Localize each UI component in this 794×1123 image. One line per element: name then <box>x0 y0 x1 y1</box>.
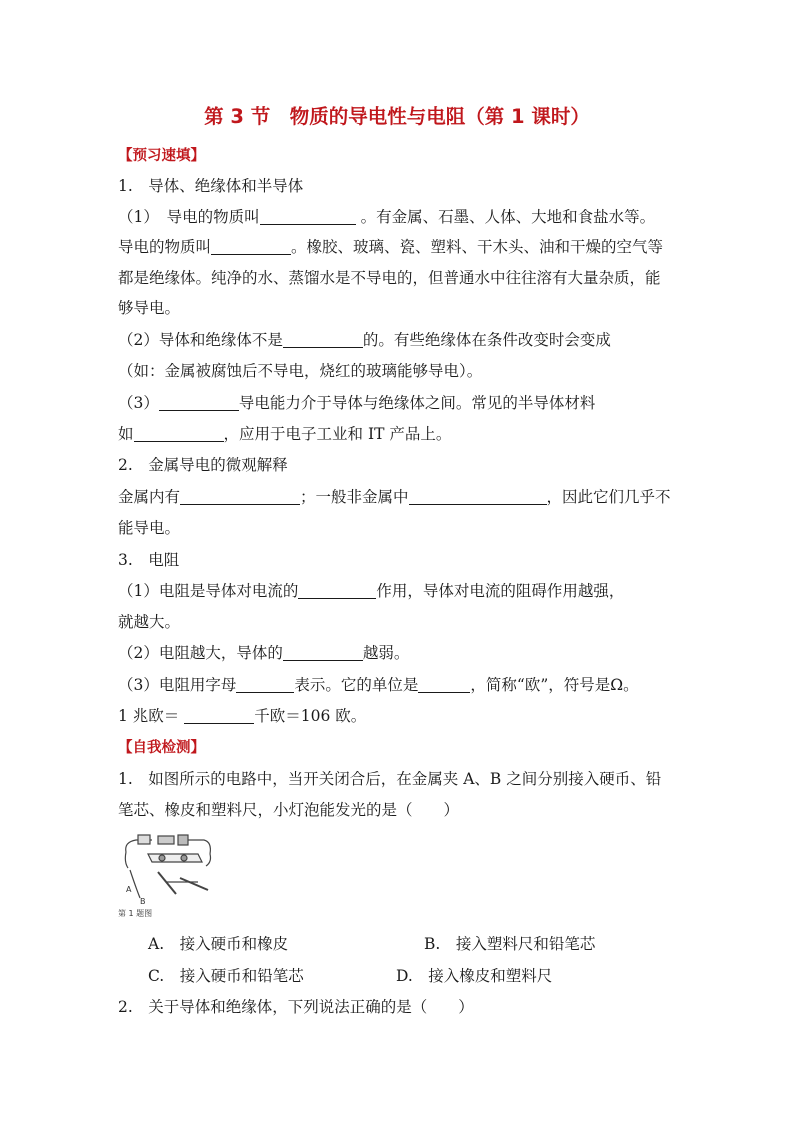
text-run: 越弱。 <box>362 644 410 662</box>
question-line: 笔芯、橡皮和塑料尺，小灯泡能发光的是（ ） <box>118 801 460 819</box>
paragraph-line: 够导电。 <box>118 299 181 317</box>
question-title: 1. 导体、绝缘体和半导体 <box>118 177 304 195</box>
circuit-diagram <box>118 832 218 908</box>
text-run: 金属内有 <box>118 488 181 506</box>
text-run: 如 <box>118 425 134 443</box>
fill-blank[interactable] <box>236 676 294 693</box>
fill-blank[interactable] <box>184 707 254 724</box>
paragraph-line <box>118 330 611 350</box>
text-run: 的。有些绝缘体在条件改变时会变成 <box>362 331 611 349</box>
paragraph-line <box>118 581 624 601</box>
text-run: （3） <box>118 394 159 412</box>
text-run: 表示。它的单位是 <box>294 676 419 694</box>
paragraph-line <box>118 487 671 507</box>
paragraph-line <box>118 706 366 726</box>
fill-blank[interactable] <box>134 425 224 442</box>
fill-blank[interactable] <box>283 331 363 348</box>
fill-blank[interactable] <box>283 644 363 661</box>
circuit-figure <box>118 832 218 922</box>
fill-blank[interactable] <box>180 488 300 505</box>
text-run: 导电的物质叫 <box>118 238 212 256</box>
option-b[interactable]: B. 接入塑料尺和铅笔芯 <box>424 935 596 953</box>
text-run: （1） 导电的物质叫 <box>118 208 260 226</box>
fill-blank[interactable] <box>211 238 291 255</box>
section-header-preview: 【预习速填】 <box>118 148 205 164</box>
fill-blank[interactable] <box>260 208 356 225</box>
text-run: ，应用于电子工业和 IT 产品上。 <box>223 425 452 443</box>
label-b: B <box>140 897 146 906</box>
text-run: （2）电阻越大，导体的 <box>118 644 283 662</box>
paragraph-line: 都是绝缘体。纯净的水、蒸馏水是不导电的，但普通水中往往溶有大量杂质，能 <box>118 269 661 287</box>
fill-blank[interactable] <box>418 676 470 693</box>
option-a[interactable]: A. 接入硬币和橡皮 <box>148 935 289 953</box>
page-title: 第 3 节 物质的导电性与电阻（第 1 课时） <box>204 105 590 128</box>
paragraph-line: 就越大。 <box>118 613 181 631</box>
question-line: 2. 关于导体和绝缘体，下列说法正确的是（ ） <box>118 998 474 1016</box>
text-run: 千欧＝106 欧。 <box>254 707 367 725</box>
fill-blank[interactable] <box>298 582 376 599</box>
paragraph-line: （如：金属被腐蚀后不导电，烧红的玻璃能够导电）。 <box>118 362 483 380</box>
text-run: 。橡胶、玻璃、瓷、塑料、干木头、油和干燥的空气等 <box>291 238 664 256</box>
text-run: （1）电阻是导体对电流的 <box>118 582 299 600</box>
paragraph-line <box>118 207 655 227</box>
text-run: ，因此它们几乎不 <box>546 488 671 506</box>
paragraph-line <box>118 424 451 444</box>
paragraph-line <box>118 675 639 695</box>
paragraph-line: 能导电。 <box>118 519 181 537</box>
fill-blank[interactable] <box>159 394 239 411</box>
paragraph-line <box>118 643 409 663</box>
label-a: A <box>126 885 132 894</box>
option-c[interactable]: C. 接入硬币和铅笔芯 <box>148 967 304 985</box>
text-run: 1 兆欧＝ <box>118 707 180 725</box>
option-d[interactable]: D. 接入橡皮和塑料尺 <box>396 967 553 985</box>
paragraph-line <box>118 237 663 257</box>
paragraph-line <box>118 393 595 413</box>
text-run: （2）导体和绝缘体不是 <box>118 331 283 349</box>
question-title: 2. 金属导电的微观解释 <box>118 456 288 474</box>
section-header-check: 【自我检测】 <box>118 740 205 756</box>
text-run: 作用，导体对电流的阻碍作用越强， <box>376 582 625 600</box>
text-run: （3）电阻用字母 <box>118 676 237 694</box>
question-line: 1. 如图所示的电路中，当开关闭合后，在金属夹 A、B 之间分别接入硬币、铅 <box>118 770 662 788</box>
text-run: ；一般非金属中 <box>300 488 409 506</box>
text-run: 导电能力介于导体与绝缘体之间。常见的半导体材料 <box>238 394 596 412</box>
text-run: 。有金属、石墨、人体、大地和食盐水等。 <box>360 208 656 226</box>
figure-caption: 第 1 题图 <box>118 909 153 918</box>
text-run: ，简称“欧”，符号是Ω。 <box>470 676 639 694</box>
question-title: 3. 电阻 <box>118 551 180 569</box>
fill-blank[interactable] <box>409 488 547 505</box>
